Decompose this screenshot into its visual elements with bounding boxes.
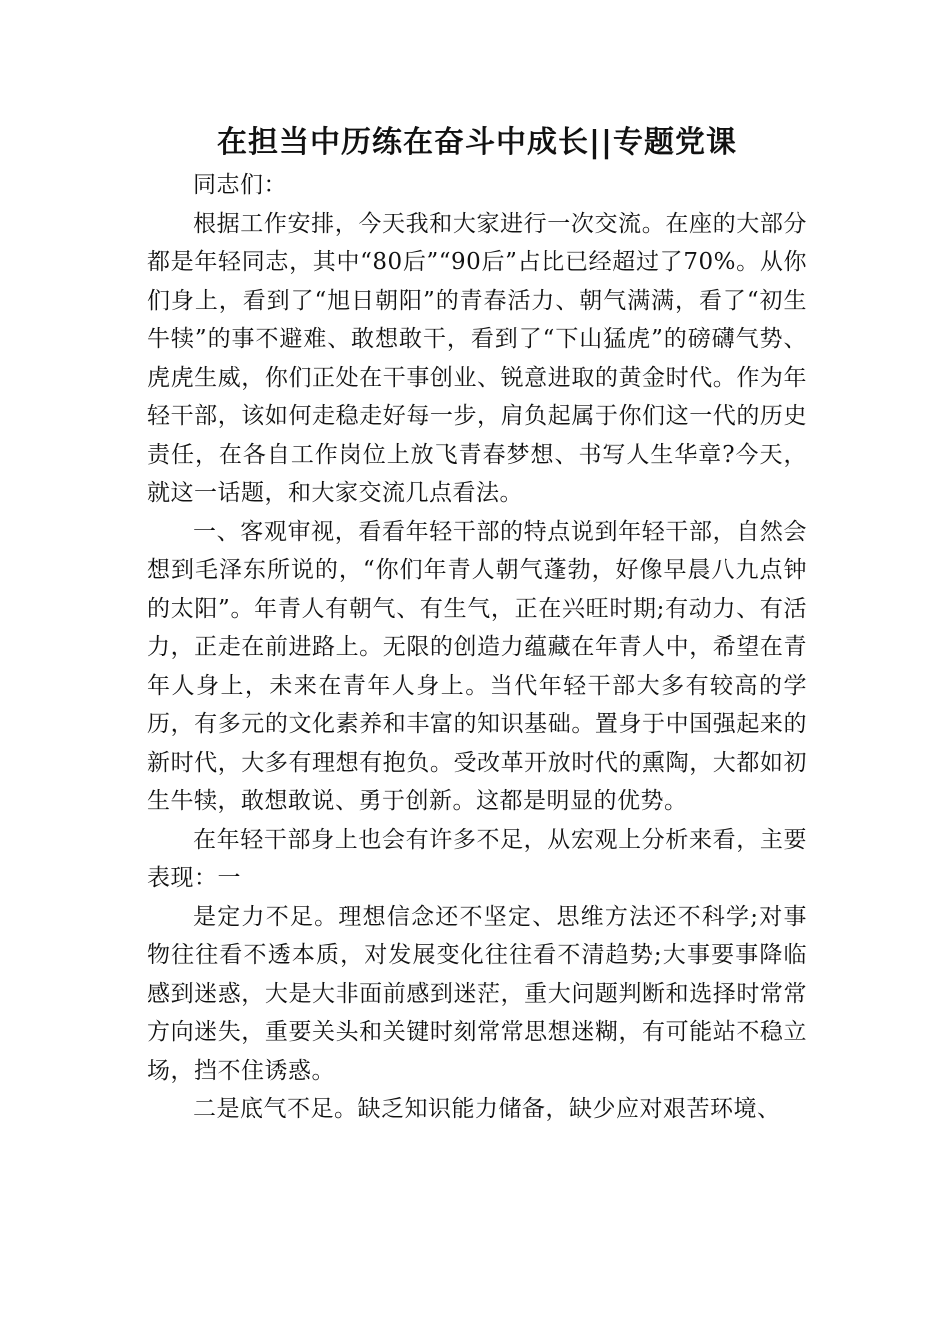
document-title: 在担当中历练在奋斗中成长||专题党课 bbox=[217, 125, 737, 160]
paragraph-section-one: 一、客观审视，看看年轻干部的特点说到年轻干部，自然会想到毛泽东所说的，“你们年青人朝气蓬勃，好像早晨八九点钟的太阳”。年青人有朝气、有生气，正在兴旺时期;有动力、有活力，正走在前进路上。无限的创造力蕴藏在年青人中，希望在青年人身上，未来在青年人身上。当代年轻干部大多有较高的学历，有多元的文化素养和丰富的知识基础。置身于中国强起来的新时代，大多有理想有抱负。受改革开放时代的熏陶，大都如初生牛犊，敢想敢说、勇于创新。这都是明显的优势。 bbox=[147, 518, 807, 814]
paragraph-point-two: 二是底气不足。缺乏知识能力储备，缺少应对艰苦环境、 bbox=[193, 1096, 781, 1122]
paragraph-point-one: 是定力不足。理想信念还不坚定、思维方法还不科学;对事物往往看不透本质，对发展变化往往看不清趋势;大事要事降临感到迷惑，大是大非面前感到迷茫，重大问题判断和选择时常常方向迷失，重要关头和关键时刻常常思想迷糊，有可能站不稳立场，挡不住诱惑。 bbox=[147, 903, 807, 1084]
paragraph-intro: 根据工作安排，今天我和大家进行一次交流。在座的大部分都是年轻同志，其中“80后”“90后”占比已经超过了70%。从你们身上，看到了“旭日朝阳”的青春活力、朝气满满，看了“初生牛犊”的事不避难、敢想敢干，看到了“下山猛虎”的磅礴气势、虎虎生威，你们正处在干事创业、锐意进取的黄金时代。作为年轻干部，该如何走稳走好每一步，肩负起属于你们这一代的历史责任，在各自工作岗位上放飞青春梦想、书写人生华章?今天，就这一话题，和大家交流几点看法。 bbox=[147, 210, 807, 506]
document-page bbox=[147, 118, 807, 1129]
paragraph-shortcomings: 在年轻干部身上也会有许多不足，从宏观上分析来看，主要表现：一 bbox=[147, 826, 807, 891]
greeting-line: 同志们： bbox=[193, 172, 287, 198]
